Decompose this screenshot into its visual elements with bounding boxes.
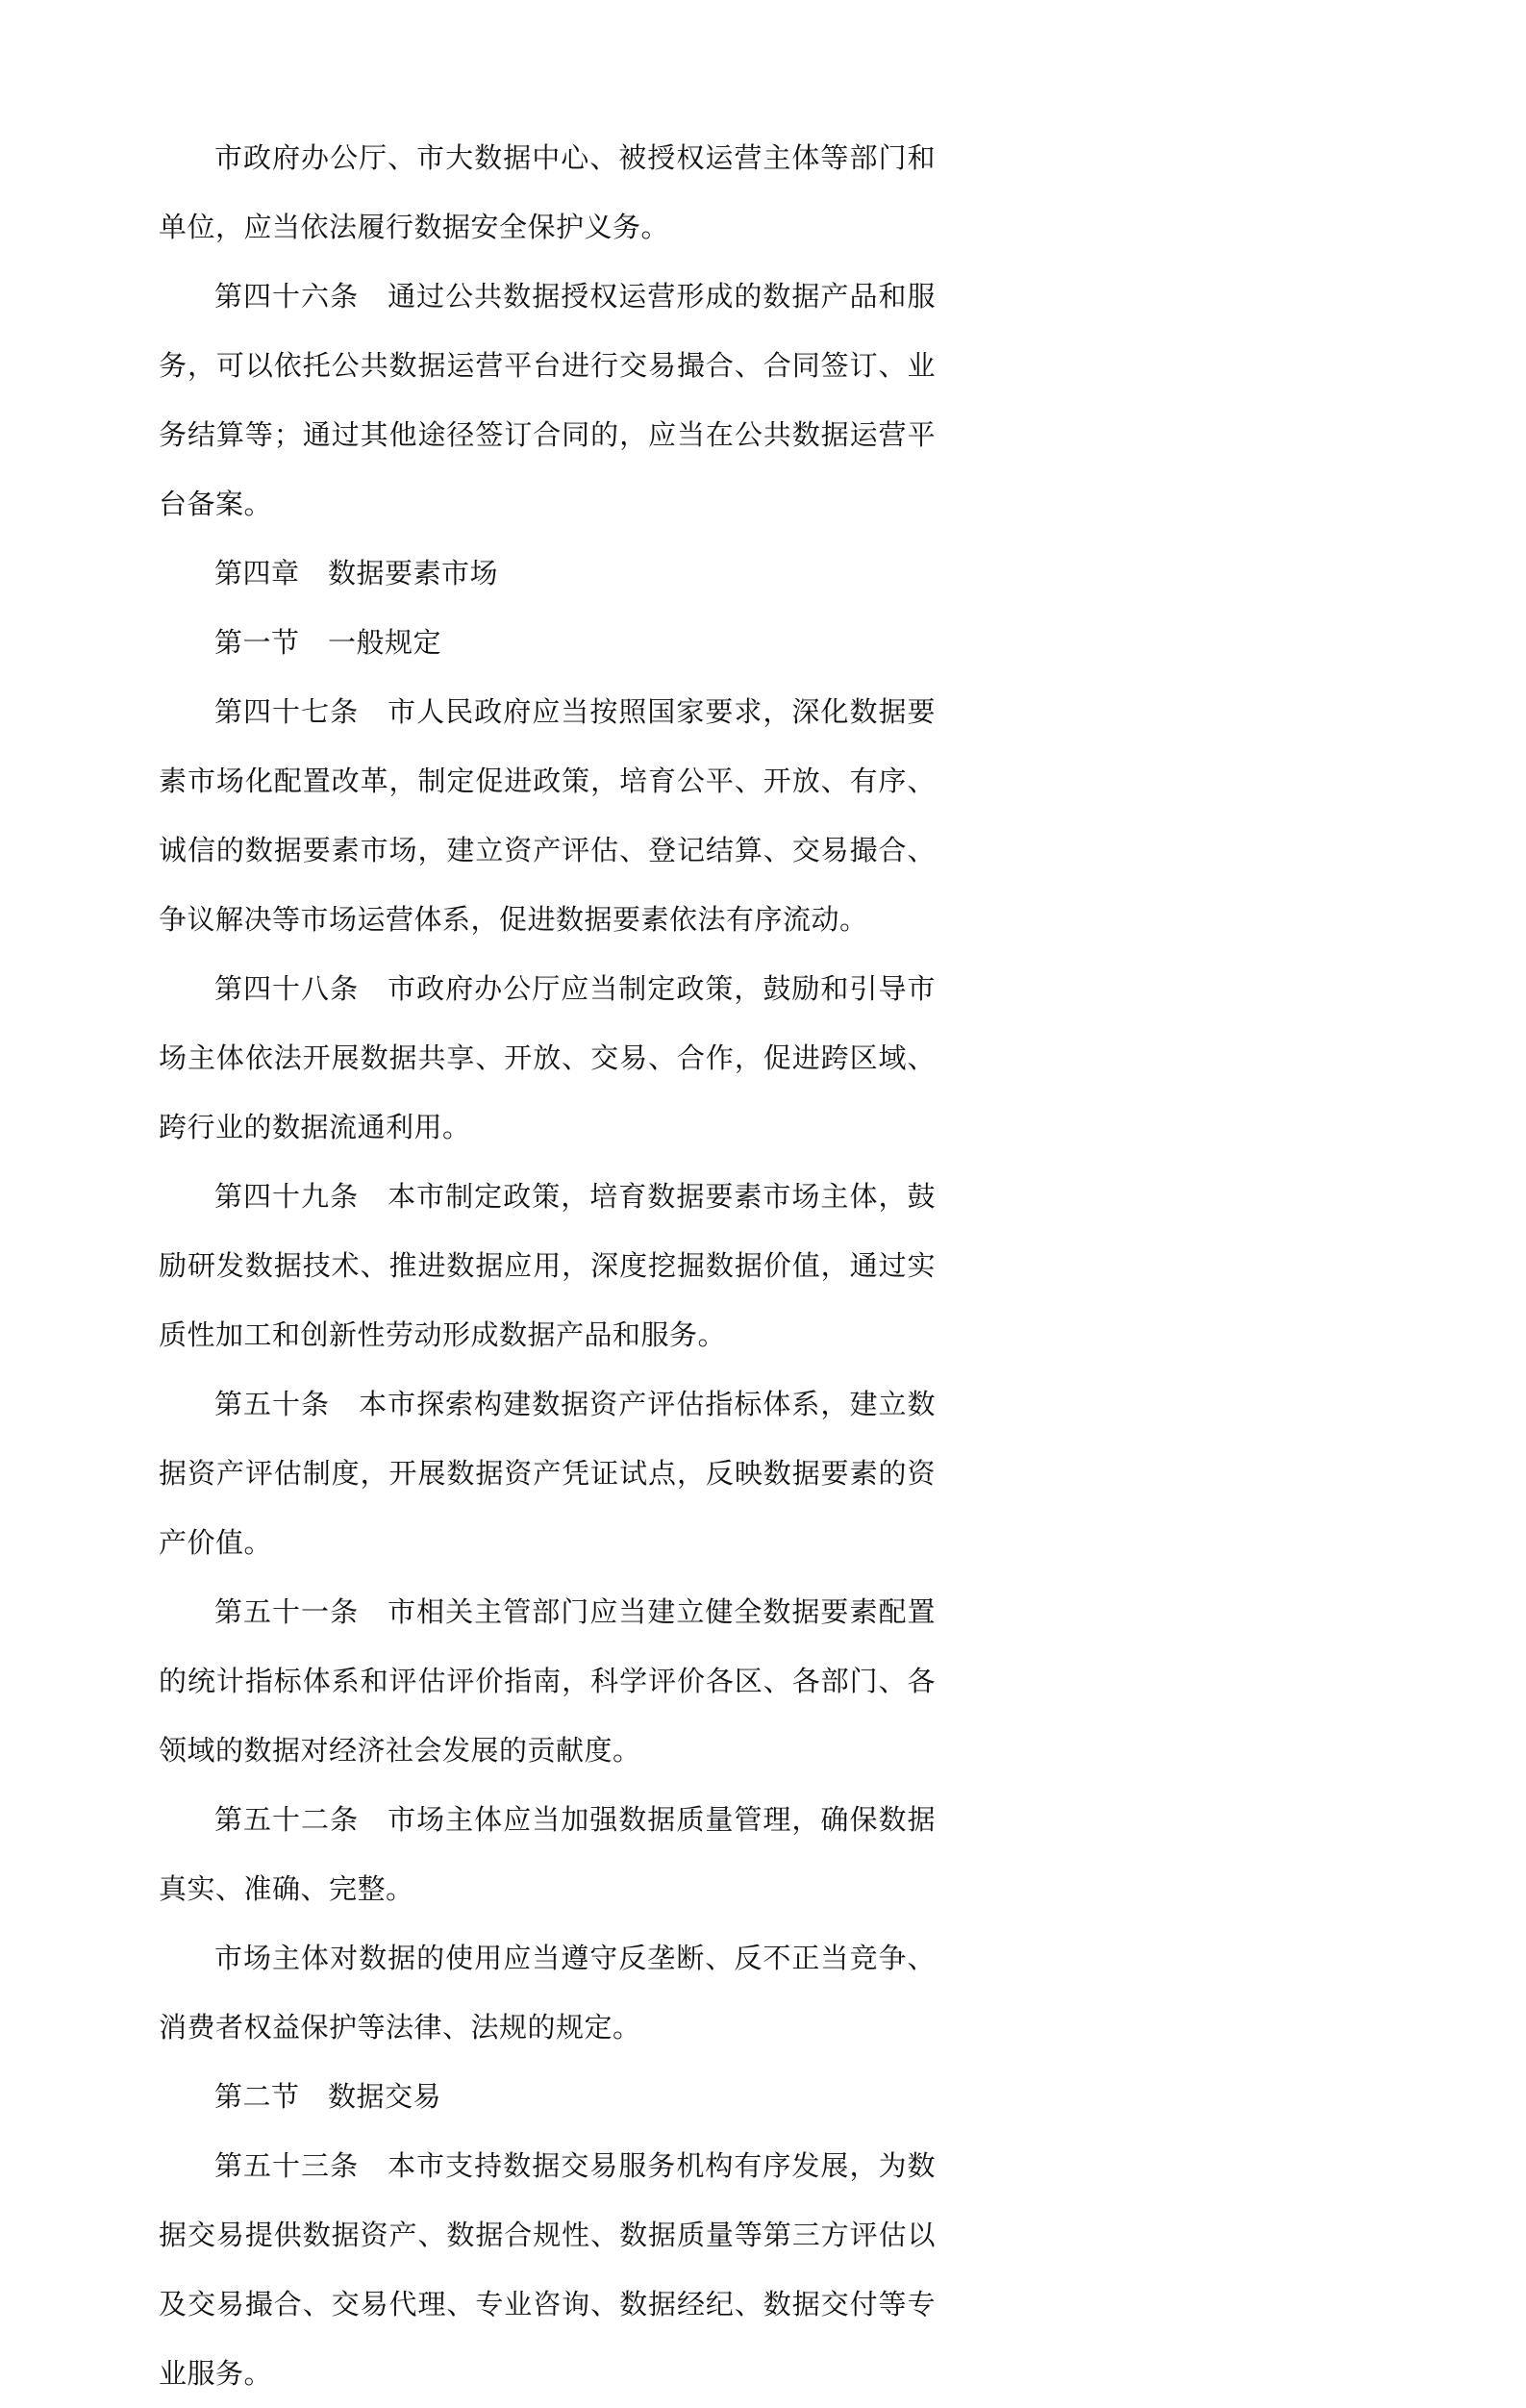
page-text-column	[159, 123, 936, 2408]
paragraph-article-50: 第五十条 本市探索构建数据资产评估指标体系，建立数据资产评估制度，开展数据资产凭证试点，反映数据要素的资产价值。	[159, 1388, 936, 1559]
paragraph-article-52: 第五十二条 市场主体应当加强数据质量管理，确保数据真实、准确、完整。	[159, 1803, 936, 1905]
paragraph-article-45-continuation: 市政府办公厅、市大数据中心、被授权运营主体等部门和单位，应当依法履行数据安全保护义务。	[159, 141, 936, 243]
paragraph-article-47: 第四十七条 市人民政府应当按照国家要求，深化数据要素市场化配置改革，制定促进政策，培育公平、开放、有序、诚信的数据要素市场，建立资产评估、登记结算、交易撮合、争议解决等市场运营体系，促进数据要素依法有序流动。	[159, 695, 936, 936]
paragraph-article-52-continuation: 市场主体对数据的使用应当遵守反垄断、反不正当竞争、消费者权益保护等法律、法规的规定。	[159, 1942, 936, 2044]
paragraph-article-46: 第四十六条 通过公共数据授权运营形成的数据产品和服务，可以依托公共数据运营平台进行交易撮合、合同签订、业务结算等；通过其他途径签订合同的，应当在公共数据运营平台备案。	[159, 280, 936, 520]
chapter-heading-4: 第四章 数据要素市场	[214, 557, 499, 589]
paragraph-article-53: 第五十三条 本市支持数据交易服务机构有序发展，为数据交易提供数据资产、数据合规性、数据质量等第三方评估以及交易撮合、交易代理、专业咨询、数据经纪、数据交付等专业服务。	[159, 2149, 936, 2390]
paragraph-article-48: 第四十八条 市政府办公厅应当制定政策，鼓励和引导市场主体依法开展数据共享、开放、交易、合作，促进跨区域、跨行业的数据流通利用。	[159, 972, 936, 1143]
section-heading-1: 第一节 一般规定	[214, 626, 442, 659]
paragraph-article-51: 第五十一条 市相关主管部门应当建立健全数据要素配置的统计指标体系和评估评价指南，科学评价各区、各部门、各领域的数据对经济社会发展的贡献度。	[159, 1595, 936, 1767]
paragraph-article-49: 第四十九条 本市制定政策，培育数据要素市场主体，鼓励研发数据技术、推进数据应用，深度挖掘数据价值，通过实质性加工和创新性劳动形成数据产品和服务。	[159, 1180, 936, 1351]
section-heading-2: 第二节 数据交易	[214, 2080, 442, 2113]
